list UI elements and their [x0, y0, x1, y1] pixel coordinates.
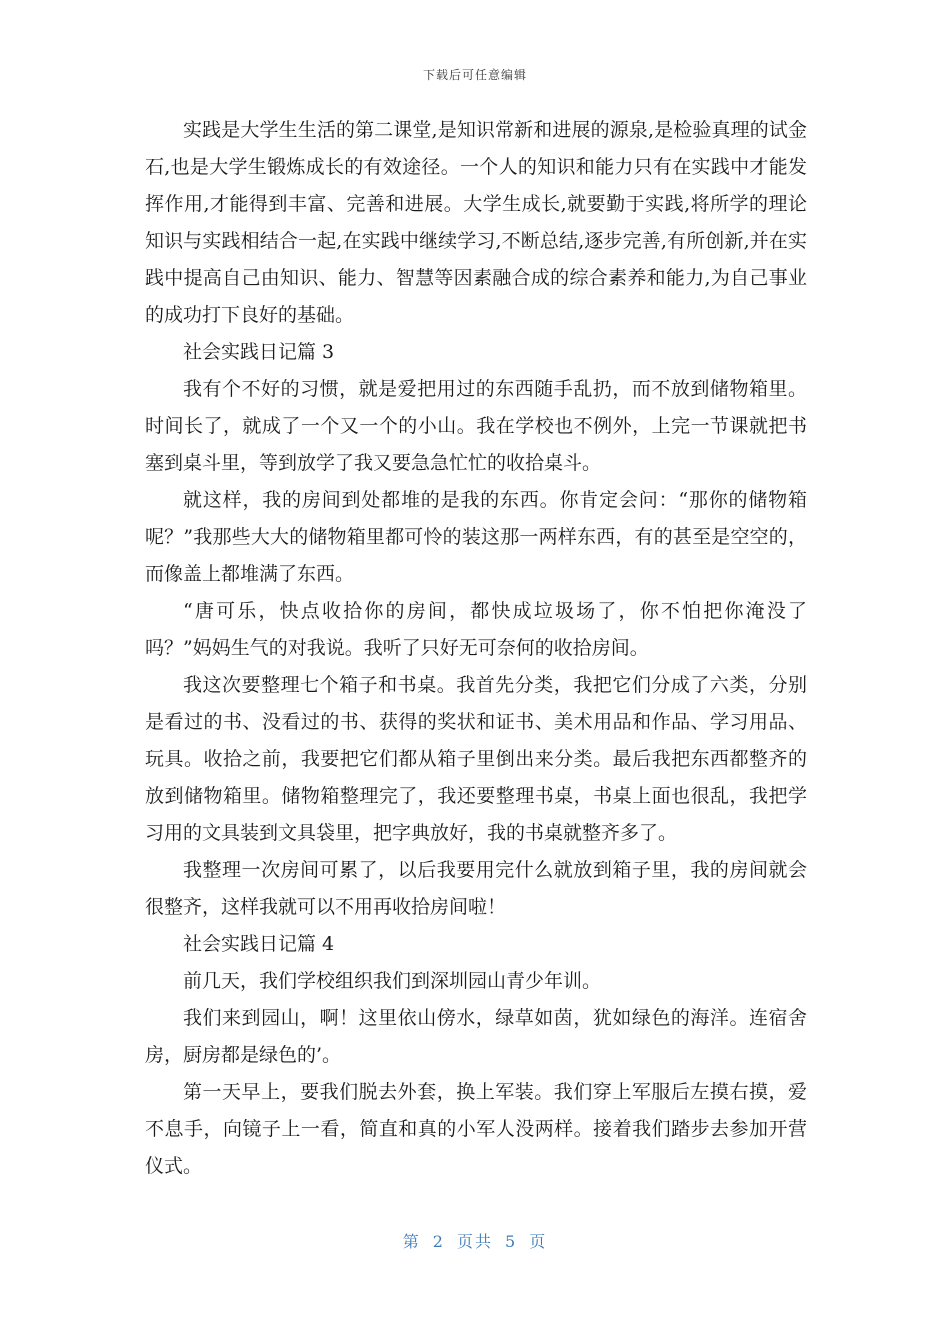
paragraph: 我们来到园山，啊！这里依山傍水，绿草如茵，犹如绿色的海洋。连宿舍房，厨房都是绿色的’。 [145, 1007, 807, 1066]
footer-label-of: 页共 [456, 1232, 493, 1251]
paragraph: “唐可乐，快点收拾你的房间，都快成垃圾场了，你不怕把你淹没了吗？”妈妈生气的对我说。我听了只好无可奈何的收拾房间。 [145, 600, 807, 659]
paragraph: 我这次要整理七个箱子和书桌。我首先分类，我把它们分成了六类，分别是看过的书、没看过的书、获得的奖状和证书、美术用品和作品、学习用品、玩具。收拾之前，我要把它们都从箱子里倒出来分类。最后我把东西都整齐的放到储物箱里。储物箱整理完了，我还要整理书桌，书桌上面也很乱，我把学习用的文具装到文具袋里，把字典放好，我的书桌就整齐多了。 [145, 674, 807, 844]
page-header: 下载后可任意编辑 [422, 68, 527, 82]
document-body [145, 112, 807, 1185]
paragraph: 就这样，我的房间到处都堆的是我的东西。你肯定会问：“那你的储物箱呢？”我那些大大的储物箱里都可怜的装这那一两样东西，有的甚至是空空的，而像盖上都堆满了东西。 [145, 489, 807, 585]
paragraph: 我有个不好的习惯，就是爱把用过的东西随手乱扔，而不放到储物箱里。时间长了，就成了一个又一个的小山。我在学校也不例外，上完一节课就把书塞到桌斗里，等到放学了我又要急急忙忙的收拾桌斗。 [145, 378, 807, 474]
section-heading: 社会实践日记篇 3 [183, 341, 335, 363]
page-footer [0, 1229, 950, 1252]
paragraph: 实践是大学生生活的第二课堂,是知识常新和进展的源泉,是检验真理的试金石,也是大学生锻炼成长的有效途径。一个人的知识和能力只有在实践中才能发挥作用,才能得到丰富、完善和进展。大学生成长,就要勤于实践,将所学的理论知识与实践相结合一起,在实践中继续学习,不断总结,逐步完善,有所创新,并在实践中提高自己由知识、能力、智慧等因素融合成的综合素养和能力,为自己事业的成功打下良好的基础。 [145, 119, 807, 326]
paragraph: 我整理一次房间可累了，以后我要用完什么就放到箱子里，我的房间就会很整齐，这样我就可以不用再收拾房间啦！ [145, 859, 807, 918]
footer-label-page: 第 [402, 1232, 421, 1251]
footer-current-page: 2 [432, 1232, 445, 1251]
footer-total-pages: 5 [505, 1232, 518, 1251]
paragraph: 前几天，我们学校组织我们到深圳园山青少年训。 [183, 970, 602, 992]
section-heading: 社会实践日记篇 4 [183, 933, 335, 955]
footer-label-unit: 页 [529, 1232, 548, 1251]
paragraph: 第一天早上，要我们脱去外套，换上军装。我们穿上军服后左摸右摸，爱不息手，向镜子上一看，简直和真的小军人没两样。接着我们踏步去参加开营仪式。 [145, 1081, 807, 1177]
